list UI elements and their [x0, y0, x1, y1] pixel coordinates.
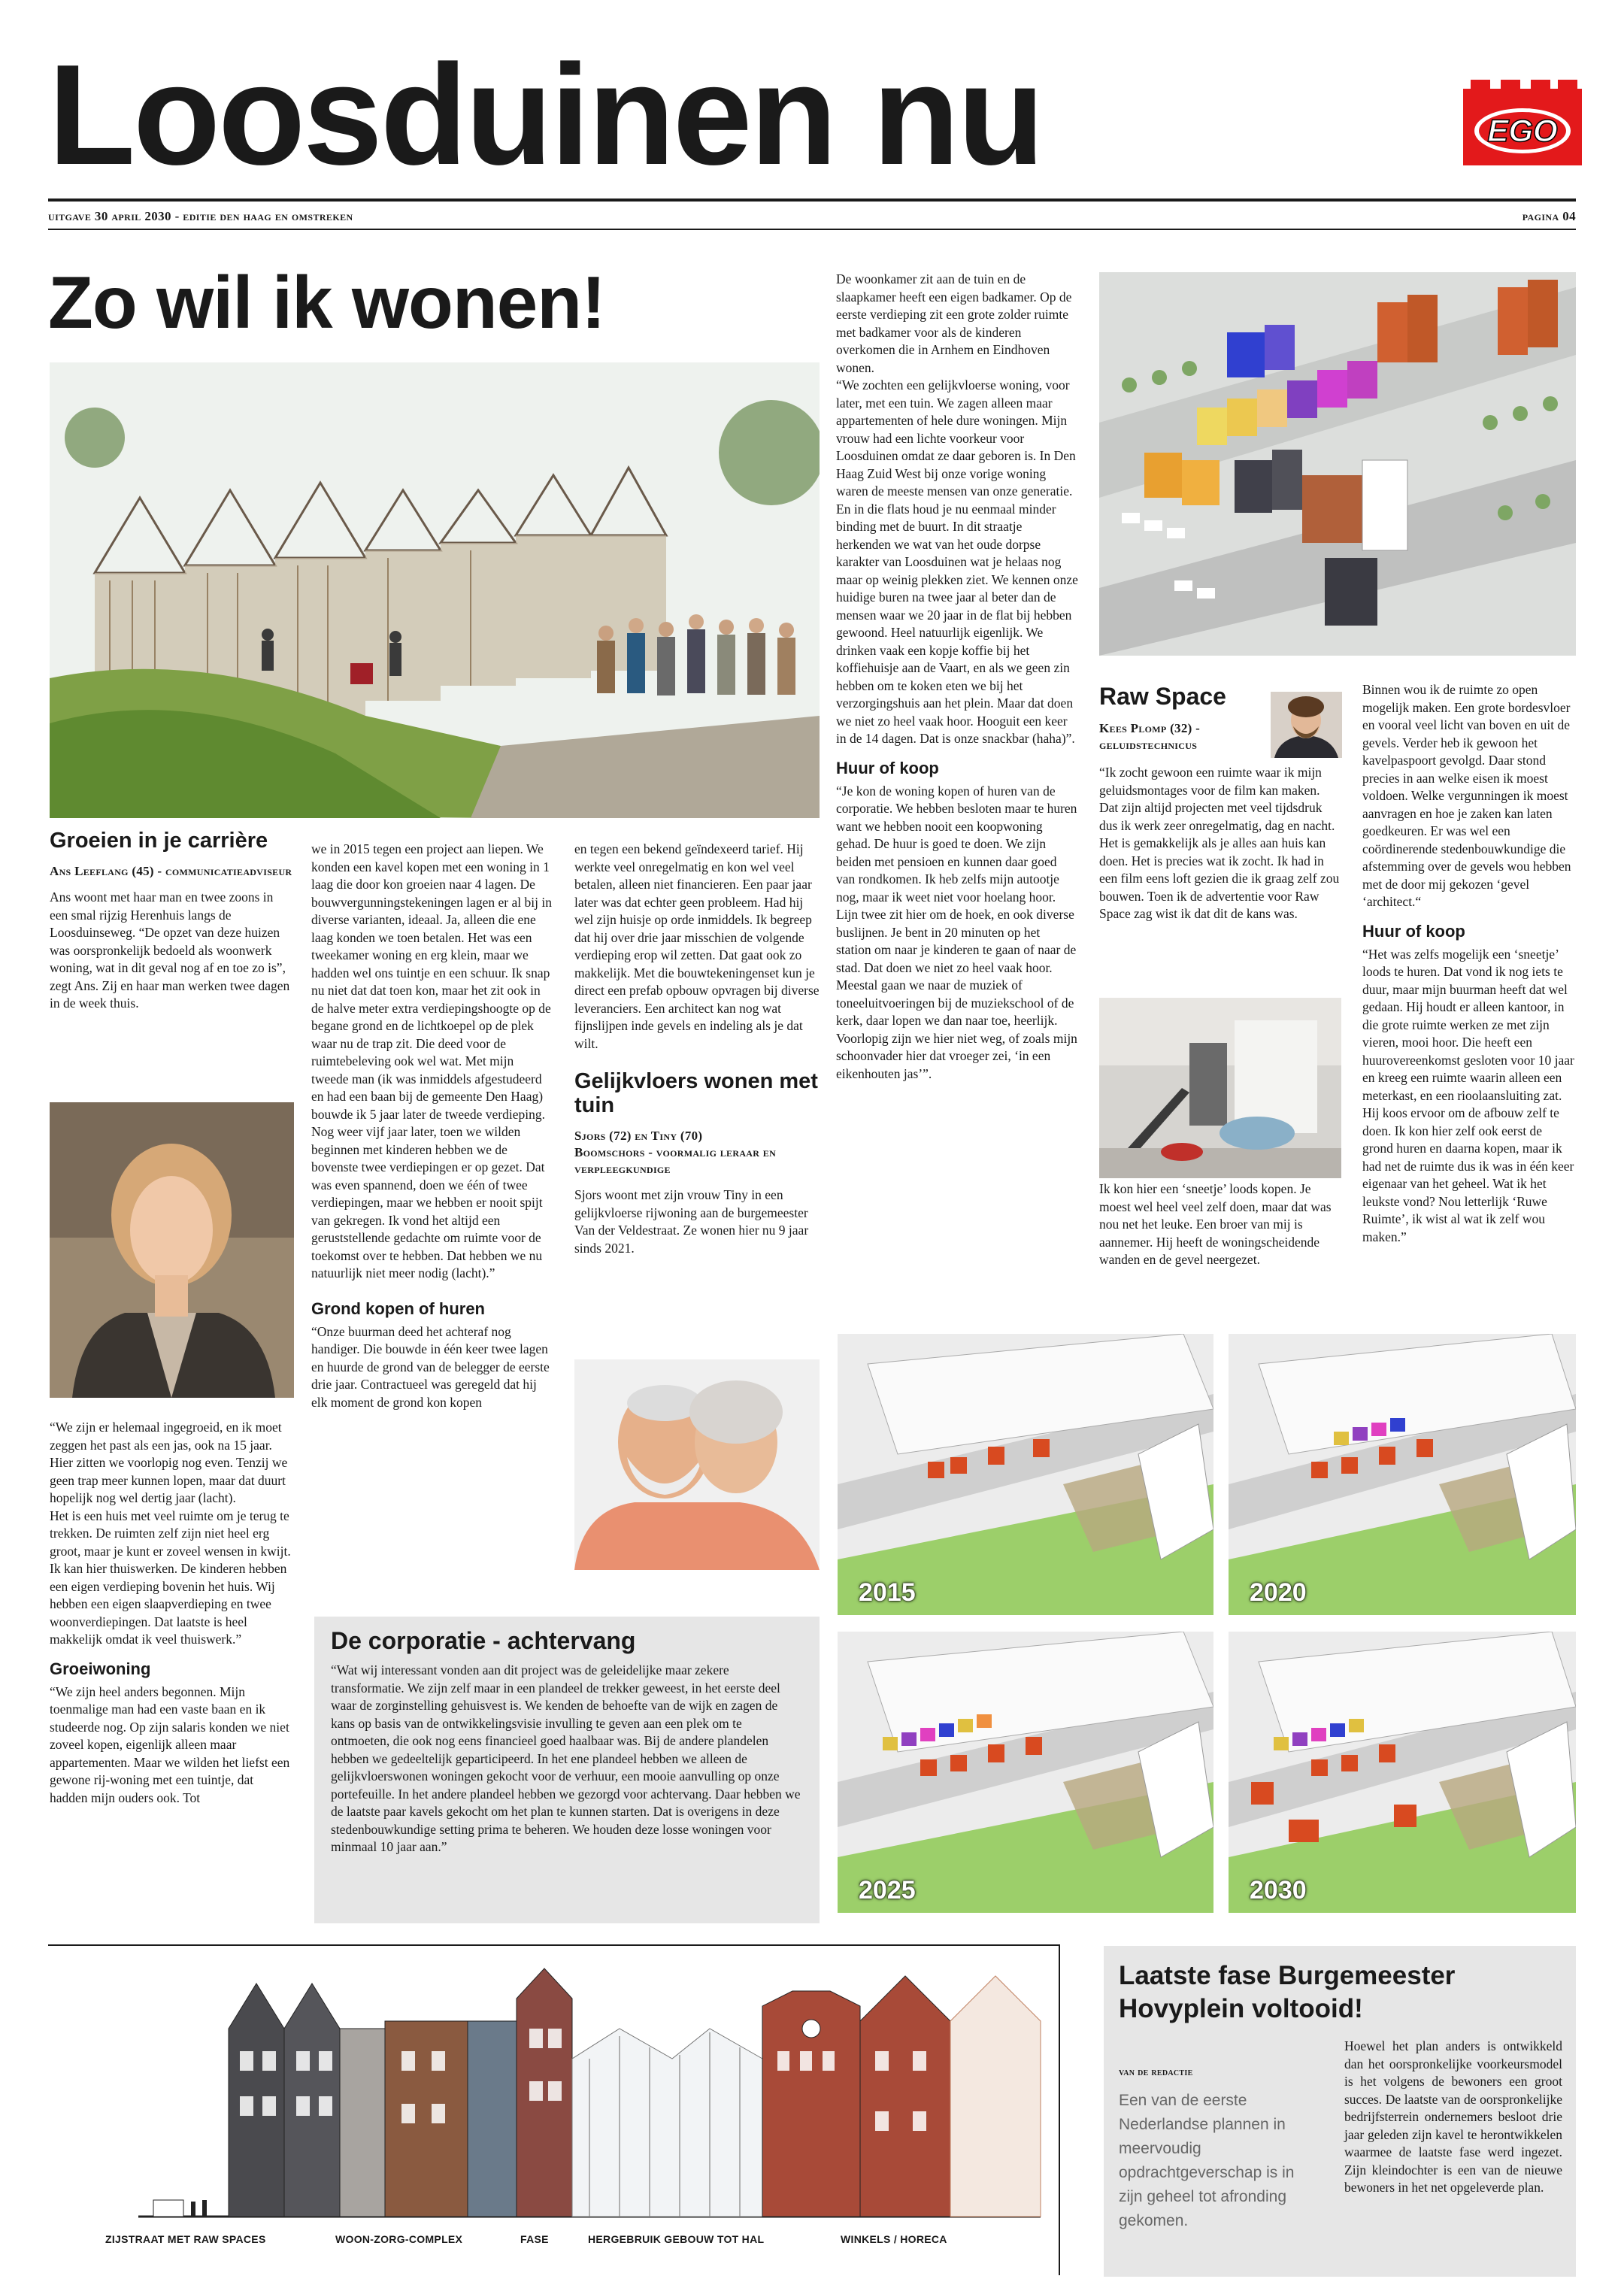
phase-image-2020 [1229, 1334, 1576, 1615]
ans-text-6: “Onze buurman deed het achteraf nog handiger. Die bouwde in één keer twee lagen en huurde de grond van de belegger de eerste drie jaar. Contractueel was geregeld dat hij elk moment de grond kon kopen [311, 1323, 550, 1410]
final-intro: Een van de eerste Nederlandse plannen in meervoudig opdrachtgeverschap is in zijn geheel tot afronding gekomen. [1119, 2092, 1295, 2229]
ans-text-5: we in 2015 tegen een project aan liepen. We konden een kavel kopen met een woning in 1 laag die door kon groeien naar 4 lagen. De bouwvergunningstekeningen lagen er al bij in diverse varianten, ideaal. Ja, alleen die ene laag konden we toen betalen. Het was een tweekamer woning en erg klein, maar we hadden wel ons tuintje en een schuur. Ik snap nu niet dat dat toen kon, maar het zit ook in de halve meter extra verdiepingshoogte op de begane grond en de lichtkoepel op de plek waar nu de trap zit. Die deed voor de ruimtebeleving ook wel wat. Met mijn tweede man (ik was inmiddels afgestudeerd en had een baan bij de gemeente Den Haag) bouwde ik 5 jaar later de tweede verdieping. Nog weer vijf jaar later, toen we wilden beginnen met kinderen hebben we de bovenste twee verdiepingen er op gezet. Dat was even spannend, doen we één of twee verdiepingen, maar we hebben er nooit spijt van gekregen. Ik vond het altijd een geruststellende gedachte om ruimte voor de toekomst over te hebben. Dat hebben we nu natuurlijk niet meer nodig (lacht).” [311, 841, 552, 1280]
ans-col1-bottom [50, 1419, 294, 1807]
ans-text-2: “We zijn er helemaal ingegroeid, en ik moet zeggen het past als een jas, ook na 15 jaar. Hier zitten we voorlopig nog even. Tenzij we geen trap meer kunnen lopen, maar dat duurt hopelijk nog wel dertig jaar (lacht). [50, 1420, 288, 1505]
raw-text-4: “Het was zelfs mogelijk een ‘sneetje’ loods te huren. Dat vond ik nog iets te duur, maar mijn buurman heeft dat wel gedaan. Hij houdt er alleen kantoor, in die grote ruimte werken ze met zijn vieren, mooi hoor. Die heeft een huurovereenkomst gesloten voor 10 jaar en kreeg een ruimte waarin alleen een meterkast, en een rioolaansluiting zat. Hij koos ervoor om de afbouw zelf te doen. Ik kon hier zelf ook eerst de grond huren en daarna kopen, maar ik had net de ruimte dus ik was in één keer eigenaar van het geheel. Wat ik het leukste vond? Nou letterlijk ‘Ruwe Ruimte’, ik wist al wat ik zelf wou maken.” [1362, 946, 1574, 1244]
ans-sub-grond: Grond kopen of huren [311, 1299, 485, 1318]
final-phase-box [1104, 1946, 1576, 2277]
loft-interior-photo [1099, 998, 1341, 1178]
edition-line: uitgave 30 april 2030 - editie den haag en omstreken [48, 209, 353, 223]
raw-byline-1: Kees Plomp (32) - [1099, 721, 1201, 735]
corp-heading: De corporatie - achtervang [331, 1627, 636, 1654]
ans-portrait [50, 1102, 294, 1398]
final-heading: Laatste fase Burgemeester Hovyplein voltooid! [1119, 1961, 1456, 2023]
ans-text-3: Het is een huis met veel ruimte om je terug te trekken. De ruimten zelf zijn niet heel erg groot, maar je kunt er zoveel wensen in kwijt. Ik kan hier thuiswerken. De kinderen hebben een eigen verdieping bovenin het huis. Wij hebben een eigen slaapverdieping en twee woonverdiepingen. Dat laatste is heel makkelijk omdat ik veel thuiswerk.” [50, 1508, 291, 1647]
sjors-heading: Gelijkvloers wonen met tuin [574, 1069, 818, 1117]
masthead-rule-top [48, 199, 1576, 202]
sjors-byline-2: Boomschors - voormalig leraar en verpleegkundige [574, 1145, 777, 1176]
facade-label-hergebruik: HERGEBRUIK GEBOUW TOT HAL [588, 2233, 765, 2245]
corporatie-box [314, 1617, 820, 1923]
raw-heading: Raw Space [1099, 683, 1226, 710]
sjors-text-3: “We zochten een gelijkvloerse woning, voor later, met een tuin. We zagen alleen maar appartementen of hele dure woningen. Mijn vrouw had een lichte voorkeur voor Loosduinen omdat ze daar geboren is. In Den Haag Zuid West bij onze vorige woning waren de meeste mensen van onze generatie. En in die flats houd je nu eenmaal minder binding met de buurt. In dit straatje herkenden we wat van het oude dorpse karakter van Loosduinen wat je helaas nog maar op weinig plekken ziet. We kennen onze huidige buren na twee jaar al beter dan de mensen waar we 20 jaar in de flat bij hebben gewoond. Heel natuurlijk eigenlijk. We drinken vaak een kopje koffie bij het koffiehuisje aan de Vaart, en als we geen zin hebben om te koken eten we bij het verzorgingshuis aan het plein. Maar dat doen we niet zo heel vaak hoor. Hooguit een keer in de 14 dagen. Dat is onze snackbar (haha)”. [836, 377, 1078, 746]
ans-text-4: “We zijn heel anders begonnen. Mijn toenmalige man had een vaste baan en ik studeerde nog. Op zijn salaris konden we niet zoveel kopen, eigenlijk alleen maar appartementen. Maar we wilden het liefst een gewone rij-woning met een tuintje, dat hadden mijn ouders ook. Tot [50, 1683, 290, 1805]
phase-image-2025 [838, 1632, 1213, 1913]
facade-drawing [48, 1946, 1059, 2247]
sjors-text-2: De woonkamer zit aan de tuin en de slaapkamer heeft een eigen badkamer. Op de eerste verdieping zit een grote zolder ruimte met badkamer voor als de kinderen overkomen die in Arnhem en Eindhoven wonen. [836, 271, 1072, 375]
ans-text-7: en tegen een bekend geïndexeerd tarief. Hij werkte veel onregelmatig en kon wel veel betalen, alleen niet financieren. Een paar jaar later was dat echter geen probleem. Had hij wel zijn huisje op orde inmiddels. Ik begreep dat hij over drie jaar misschien de volgende verdieping erop wil zetten. Dat gaat ook zo makkelijk. Met die bouwtekeningenset kun je direct een prefab opbouw opvragen bij diverse leveranciers. Een architect kan nog wat fijnslijpen inde gevels en indeling als je dat wilt. [574, 841, 820, 1051]
ans-byline: Ans Leeflang (45) - communicatieadviseur [50, 864, 292, 878]
street-sketch-image [50, 362, 820, 818]
facade-panel [48, 1944, 1060, 2275]
ans-sub-groeiwoning: Groeiwoning [50, 1659, 151, 1678]
phase-year-2020: 2020 [1250, 1578, 1307, 1607]
final-byline: van de redactie [1119, 2067, 1193, 2078]
facade-label-winkels: WINKELS / HORECA [841, 2233, 947, 2245]
page-headline: Zo wil ik wonen! [48, 261, 605, 344]
svg-text:EGO: EGO [1487, 113, 1558, 148]
phase-image-2015 [838, 1334, 1213, 1615]
phase-year-2030: 2030 [1250, 1876, 1307, 1905]
phase-year-2015: 2015 [859, 1578, 916, 1607]
corp-text: “Wat wij interessant vonden aan dit project was de geleidelijke maar zekere transformatie. We zijn zelf maar in een plandeel de trekker geweest, in het eerste deel waar de zorginstelling gehuisvest is. We kenden de behoefte van de wijk en zagen de kans op basis van de ontwikkelingsvisie invulling te geven aan een plek om te ontmoeten, die ook nog eens financieel goed haalbaar was. Bij de andere plandelen hebben we gedeeltelijk geparticipeerd. In het ene plandeel hebben we alleen de gelijkvloerswonen woningen gekocht voor de verhuur, een mooie aanvulling op onze portefeuille. In het andere plandeel hebben we gezorgd voor achtervang. Daar hebben we de laatste paar kavels gekocht om het plan te kunnen starten. Dat is overigens in deze stedenbouwkundige setting prima te beheren. We houden deze losse woningen voor minmaal 10 jaar aan.” [331, 1662, 801, 1854]
raw-text-1: “Ik zocht gewoon een ruimte waar ik mijn geluidsmontages voor de film kan maken. Dat zijn altijd projecten met veel tijdsdruk dus ik werk zeer onregelmatig, dag en nacht. Het is gemakkelijk als je alles aan huis kan doen. Het is precies wat ik zocht. Ik had in een film eens loft gezien die ik graag zelf zou bouwen. Toen ik de advertentie voor Raw Space zag wist ik dat dit de kans was. [1099, 765, 1340, 921]
raw-col6 [1362, 681, 1576, 1246]
ans-heading: Groeien in je carrière [50, 829, 268, 853]
sjors-byline-1: Sjors (72) en Tiny (70) [574, 1129, 703, 1143]
page-number: pagina 04 [1522, 209, 1576, 223]
sjors-sub-huur: Huur of koop [836, 758, 939, 777]
ans-text-1: Ans woont met haar man en twee zoons in een smal rijzig Herenhuis langs de Loosduinseweg. “De opzet van deze huizen was oorspronkelijk bedoeld als woonwerk woning, wat in dit geval nog af en toe zo is”, zegt Ans. Zij en haar man werken twee dagen in de week thuis. [50, 889, 290, 1011]
aerial-3d-image [1099, 272, 1576, 656]
sjors-col4 [836, 271, 1078, 1083]
masthead-rule-bottom [48, 229, 1576, 230]
sjors-text-1: Sjors woont met zijn vrouw Tiny in een gelijkvloerse rijwoning aan de burgemeester Van der Veldestraat. Ze wonen hier nu 9 jaar sinds 2021. [574, 1187, 809, 1256]
kees-portrait [1271, 692, 1342, 758]
raw-text-2: Ik kon hier een ‘sneetje’ loods kopen. Je moest wel heel veel zelf doen, maar dat was nou net het leuke. Een broer van mij is aannemer. Hij heeft de woningscheidende wanden en de gevel neergezet. [1099, 1181, 1332, 1267]
masthead-title: Loosduinen nu [48, 35, 1043, 195]
facade-label-raw-spaces: ZIJSTRAAT MET RAW SPACES [105, 2233, 266, 2245]
sjors-text-4: “Je kon de woning kopen of huren van de corporatie. We hebben besloten maar te huren want we hebben nooit een koopwoning gehad. De huur is goed te doen. We zijn beiden met pensioen en kunnen daar goed van rondkomen. Ik heb zelfs mijn autootje nog, maar ik weet niet voor hoelang hoor. Lijn twee zit hier om de hoek, en ook diverse buslijnen. Je bent in 20 minuten op het station om naar je kinderen te gaan of naar de stad. Dat doen we niet zo heel vaak hoor. Meestal gaan we naar de muziek of toneeluitvoeringen bij de muziekschool of de kerk, daar lopen we dan naar toe, heerlijk. Voorlopig zijn we hier niet weg, of zoals mijn schoonvader hier dat vroeger zei, ‘in een eikenhouten jas’”. [836, 783, 1077, 1081]
ego-logo [1463, 75, 1582, 165]
phase-year-2025: 2025 [859, 1876, 916, 1905]
raw-sub-huur: Huur of koop [1362, 921, 1465, 941]
raw-byline-2: geluidstechnicus [1099, 738, 1198, 752]
facade-label-woon-zorg: WOON-ZORG-COMPLEX [335, 2233, 463, 2245]
phase-image-2030 [1229, 1632, 1576, 1913]
sjors-tiny-photo [574, 1359, 820, 1570]
facade-label-fase: FASE [520, 2233, 549, 2245]
ans-col2 [311, 841, 553, 1411]
raw-text-3: Binnen wou ik de ruimte zo open mogelijk maken. Een grote bordesvloer en vooral veel licht van boven en uit de gevels. Verder heb ik gewoon het kavelpaspoort gevolgd. Daar stond precies in aan welke eisen ik moest voldoen. Welke vergunningen ik moest aanvragen en hoe je zaken kan laten goedkeuren. Er was wel een coördinerende stedenbouwkundige die afstemming over de gevels wou hebben met de door mij gekozen ‘gevel ‘architect.“ [1362, 682, 1571, 909]
final-text: Hoewel het plan anders is ontwikkeld dan het oorspronkelijke voorkeursmodel is het volgens de bewoners een groot succes. De laatste van de oorspronkelijke bedrijfsterrein ondernemers besloot drie jaar geleden zijn kavel te herontwikkelen waarmee de laatste fase werd ingezet. Zijn kleindochter is een van de nieuwe bewoners in het net opgeleverde plan. [1344, 2038, 1562, 2195]
